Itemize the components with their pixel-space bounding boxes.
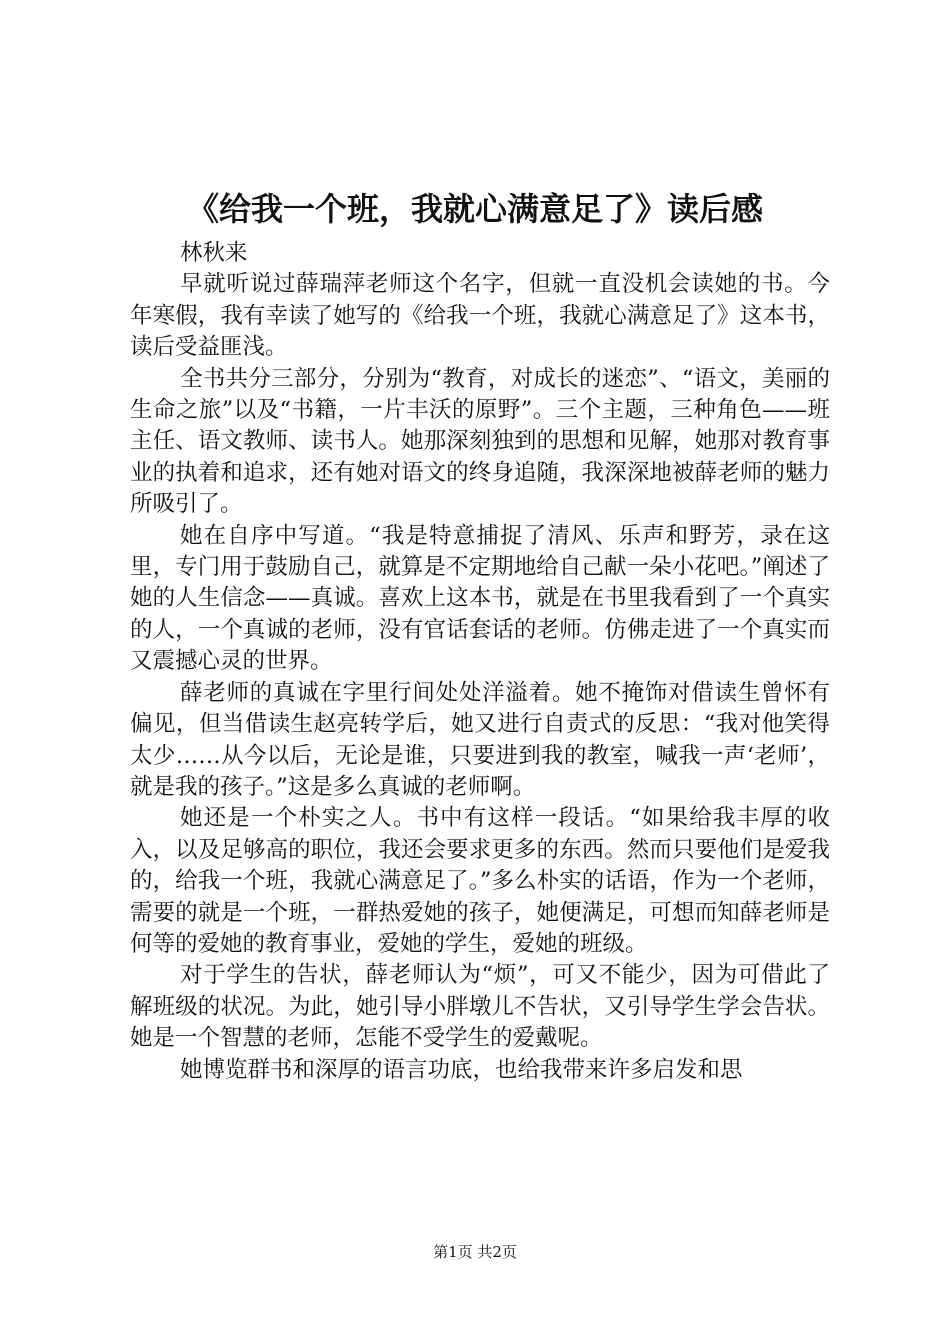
paragraph-5: 她还是一个朴实之人。书中有这样一段话。“如果给我丰厚的收入，以及足够高的职位，我还会要求更多的东西。然而只要他们是爱我的，给我一个班，我就心满意足了。”多么朴实的话语，作为一个老师，需要的就是一个班，一群热爱她的孩子，她便满足，可想而知薛老师是何等的爱她的教育事业，爱她的学生，爱她的班级。 [130, 805, 830, 957]
document-body [130, 238, 830, 1086]
paragraph-7: 她博览群书和深厚的语言功底，也给我带来许多启发和思 [180, 1056, 743, 1083]
document-title: 《给我一个班，我就心满意足了》读后感 [186, 190, 763, 228]
author-name: 林秋来 [180, 240, 248, 266]
paragraph-3: 她在自序中写道。“我是特意捕捉了清风、乐声和野芳，录在这里，专门用于鼓励自己，就算是不定期地给自己献一朵小花吧。”阐述了她的人生信念——真诚。喜欢上这本书，就是在书里我看到了一个真实的人，一个真诚的老师，没有官话套话的老师。仿佛走进了一个真实而又震撼心灵的世界。 [130, 522, 830, 675]
paragraph-1: 早就听说过薛瑞萍老师这个名字，但就一直没机会读她的书。今年寒假，我有幸读了她写的《给我一个班，我就心满意足了》这本书，读后受益匪浅。 [130, 271, 830, 361]
paragraph-6: 对于学生的告状，薛老师认为“烦”，可又不能少，因为可借此了解班级的状况。为此，她引导小胖墩儿不告状，又引导学生学会告状。她是一个智慧的老师，怎能不受学生的爱戴呢。 [130, 962, 830, 1052]
paragraph-4: 薛老师的真诚在字里行间处处洋溢着。她不掩饰对借读生曾怀有偏见，但当借读生赵亮转学后，她又进行自责式的反思：“我对他笑得太少……从今以后，无论是谁，只要进到我的教室，喊我一声‘老师’，就是我的孩子。”这是多么真诚的老师啊。 [130, 679, 830, 800]
paragraph-2: 全书共分三部分，分别为“教育，对成长的迷恋”、“语文，美丽的生命之旅”以及“书籍，一片丰沃的原野”。三个主题，三种角色——班主任、语文教师、读书人。她那深刻独到的思想和见解，她那对教育事业的执着和追求，还有她对语文的终身追随，我深深地被薛老师的魅力所吸引了。 [130, 365, 830, 518]
page-footer: 第1页 共2页 [433, 1243, 517, 1261]
